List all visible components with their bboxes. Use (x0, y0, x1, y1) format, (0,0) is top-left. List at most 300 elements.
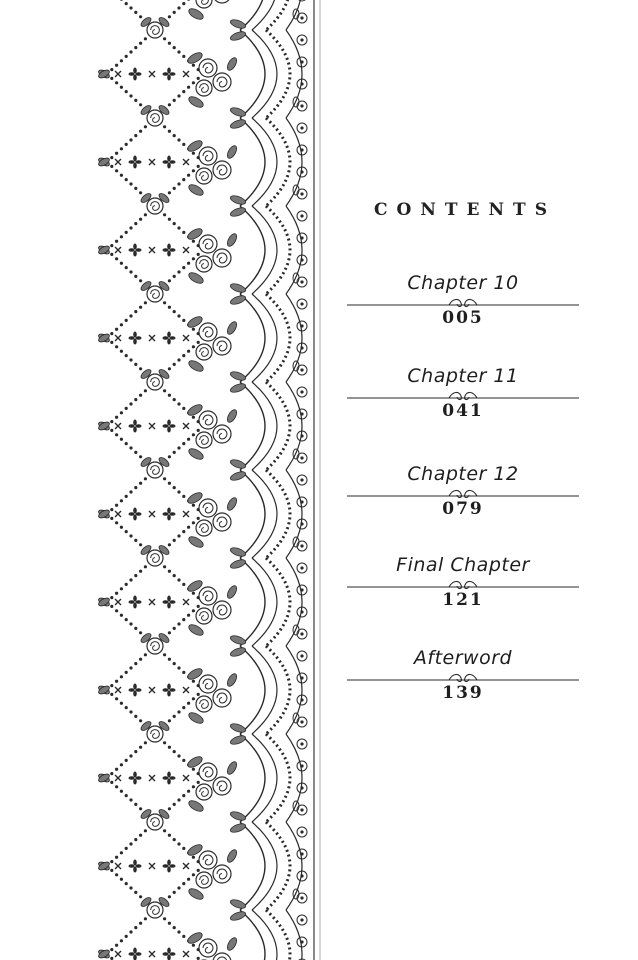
lace-dot (173, 715, 176, 718)
lace-dot (182, 882, 185, 885)
toc-entry-page-number: 079 (442, 499, 484, 519)
petal-icon (163, 72, 169, 76)
lace-dot (168, 191, 171, 194)
petal-icon (136, 160, 142, 164)
lace-dot (182, 178, 185, 181)
lace-dot (300, 16, 303, 19)
petal-icon (129, 776, 135, 780)
scallop-arc (286, 646, 302, 734)
lace-dot (115, 504, 118, 507)
lace-dot (120, 262, 123, 265)
lace-dot (192, 609, 195, 612)
petal-icon (163, 864, 169, 868)
cross-stitch-icon (183, 775, 189, 781)
lace-dot (110, 693, 113, 696)
lace-dot (300, 896, 303, 899)
lace-dot (163, 213, 166, 216)
lace-dot (177, 666, 180, 669)
petal-icon (167, 955, 171, 960)
lace-dot (134, 891, 137, 894)
leaf-icon (225, 760, 238, 776)
scallop-arc (286, 470, 302, 558)
petal-icon (170, 600, 176, 604)
cross-stitch-icon (149, 775, 155, 781)
toc-entry-page-number: 041 (442, 401, 484, 421)
lace-dot (192, 328, 195, 331)
lace-dot (168, 631, 171, 634)
lace-dot (177, 710, 180, 713)
lace-dot (139, 42, 142, 45)
lace-dot (177, 622, 180, 625)
lace-dot (134, 803, 137, 806)
contents-heading: CONTENTS (374, 200, 556, 220)
lace-dot (192, 785, 195, 788)
lace-dot (177, 50, 180, 53)
petal-icon (167, 772, 171, 778)
lace-dot (115, 944, 118, 947)
petal-icon (170, 512, 176, 516)
petal-icon (129, 248, 135, 252)
scallop-beads (266, 294, 290, 382)
petal-icon (129, 952, 135, 956)
scallop-arc (286, 118, 302, 206)
lace-dot (120, 323, 123, 326)
lace-dot (168, 103, 171, 106)
petal-icon (167, 68, 171, 74)
petal-icon (170, 952, 176, 956)
lace-dot (120, 790, 123, 793)
lace-dot (125, 759, 128, 762)
lace-dot (173, 486, 176, 489)
cross-stitch-icon (183, 511, 189, 517)
lace-dot (300, 170, 303, 173)
petal-icon (167, 596, 171, 602)
leaf-icon (229, 470, 246, 482)
lace-dot (182, 266, 185, 269)
lace-dot (134, 750, 137, 753)
lace-dot (300, 390, 303, 393)
lace-dot (120, 499, 123, 502)
scallop-arc (240, 910, 265, 960)
lace-dot (115, 697, 118, 700)
scallop-arc (286, 294, 302, 382)
petal-icon (136, 424, 142, 428)
lace-dot (300, 302, 303, 305)
lace-dot (187, 878, 190, 881)
cross-stitch-icon (183, 599, 189, 605)
leaf-icon (229, 546, 246, 558)
cross-stitch-icon (183, 863, 189, 869)
lace-dot (134, 275, 137, 278)
lace-dot (173, 838, 176, 841)
scallop-arc (240, 382, 265, 470)
lace-dot (125, 618, 128, 621)
lace-dot (115, 81, 118, 84)
lace-dot (125, 178, 128, 181)
leaf-icon (225, 584, 238, 600)
lace-dot (300, 236, 303, 239)
lace-dot (120, 763, 123, 766)
petal-icon (129, 160, 135, 164)
scallop-arc (240, 30, 265, 118)
lace-dot (120, 587, 123, 590)
petal-icon (129, 336, 135, 340)
lace-dot (187, 614, 190, 617)
petal-icon (133, 339, 137, 345)
cross-stitch-icon (115, 775, 121, 781)
leaf-icon (229, 194, 246, 206)
lace-dot (115, 169, 118, 172)
lace-dot (197, 165, 200, 168)
lace-dot (192, 856, 195, 859)
lace-dot (177, 886, 180, 889)
lace-dot (187, 438, 190, 441)
lace-dot (144, 37, 147, 40)
lace-dot (168, 279, 171, 282)
lace-dot (187, 350, 190, 353)
scallop-arc (240, 294, 265, 382)
rose-icon (147, 286, 163, 302)
lace-dot (129, 314, 132, 317)
lace-pattern (97, 0, 320, 960)
cross-stitch-icon (149, 335, 155, 341)
petal-icon (129, 512, 135, 516)
toc-entry-chapter-10 (345, 272, 581, 342)
leaf-icon (225, 144, 238, 160)
petal-icon (167, 156, 171, 162)
petal-icon (170, 776, 176, 780)
lace-dot (144, 653, 147, 656)
lace-dot (129, 578, 132, 581)
petal-icon (133, 596, 137, 602)
scallop-arc (240, 206, 265, 294)
lace-dot (110, 781, 113, 784)
lace-dot (110, 429, 113, 432)
lace-dot (129, 886, 132, 889)
lace-dot (187, 790, 190, 793)
lace-dot (300, 764, 303, 767)
lace-dot (134, 574, 137, 577)
lace-dot (300, 544, 303, 547)
lace-dot (168, 895, 171, 898)
lace-dot (129, 798, 132, 801)
cross-stitch-icon (115, 159, 121, 165)
petal-icon (133, 75, 137, 81)
leaf-icon (229, 282, 246, 294)
lace-dot (120, 0, 123, 1)
lace-dot (192, 416, 195, 419)
petal-icon (133, 603, 137, 609)
lace-dot (168, 807, 171, 810)
lace-dot (192, 944, 195, 947)
rose-icon (213, 953, 231, 960)
petal-icon (133, 420, 137, 426)
lace-dot (300, 610, 303, 613)
lace-dot (177, 314, 180, 317)
scallop-arc (240, 470, 265, 558)
lace-dot (129, 534, 132, 537)
lace-dot (163, 829, 166, 832)
toc-entry-title: Afterword (413, 647, 513, 669)
lace-dot (187, 262, 190, 265)
lace-dot (129, 182, 132, 185)
cross-stitch-icon (115, 951, 121, 957)
lace-dot (129, 94, 132, 97)
lace-dot (192, 768, 195, 771)
lace-dot (300, 500, 303, 503)
lace-dot (115, 768, 118, 771)
scallop-arc (286, 558, 302, 646)
scallop-arc (286, 30, 302, 118)
lace-dot (300, 280, 303, 283)
lace-dot (168, 719, 171, 722)
lace-dot (125, 90, 128, 93)
petal-icon (136, 336, 142, 340)
scallop-beads (266, 734, 290, 822)
lace-dot (177, 138, 180, 141)
lace-dot (187, 526, 190, 529)
petal-icon (133, 867, 137, 873)
lace-dot (300, 258, 303, 261)
lace-dot (177, 930, 180, 933)
lace-dot (300, 346, 303, 349)
lace-dot (120, 675, 123, 678)
lace-dot (192, 152, 195, 155)
rose-icon (213, 865, 231, 883)
lace-dot (197, 77, 200, 80)
lace-dot (110, 605, 113, 608)
lace-dot (139, 895, 142, 898)
petal-icon (167, 251, 171, 257)
lace-dot (197, 605, 200, 608)
lace-dot (300, 742, 303, 745)
lace-dot (120, 59, 123, 62)
lace-dot (192, 81, 195, 84)
lace-dot (177, 490, 180, 493)
leaf-icon (187, 7, 205, 22)
petal-icon (163, 600, 169, 604)
cross-stitch-icon (149, 511, 155, 517)
lace-dot (110, 869, 113, 872)
lace-dot (182, 935, 185, 938)
lace-dot (120, 86, 123, 89)
lace-dot (139, 367, 142, 370)
lace-dot (120, 147, 123, 150)
lace-dot (110, 860, 113, 863)
cross-stitch-icon (115, 687, 121, 693)
lace-dot (197, 869, 200, 872)
lace-dot (182, 2, 185, 5)
lace-dot (129, 930, 132, 933)
scallop-beads (266, 910, 290, 960)
petal-icon (133, 772, 137, 778)
lace-dot (129, 446, 132, 449)
lace-dot (300, 566, 303, 569)
lace-dot (115, 152, 118, 155)
lace-dot (173, 46, 176, 49)
lace-dot (129, 6, 132, 9)
lace-dot (197, 429, 200, 432)
lace-dot (168, 922, 171, 925)
rose-icon (147, 462, 163, 478)
lace-dot (129, 666, 132, 669)
lace-dot (300, 434, 303, 437)
scallop-arc (240, 822, 265, 910)
lace-dot (134, 926, 137, 929)
lace-dot (139, 922, 142, 925)
lace-dot (110, 332, 113, 335)
lace-dot (168, 42, 171, 45)
leaf-icon (229, 646, 246, 658)
lace-dot (187, 0, 190, 1)
lace-dot (300, 126, 303, 129)
cross-stitch-icon (183, 687, 189, 693)
scallop-beads (266, 118, 290, 206)
lace-dot (300, 522, 303, 525)
lace-dot (300, 918, 303, 921)
petal-icon (167, 244, 171, 250)
lace-dot (144, 125, 147, 128)
leaf-icon (187, 535, 205, 550)
lace-dot (163, 565, 166, 568)
rose-icon (196, 432, 212, 448)
lace-dot (177, 446, 180, 449)
cross-stitch-icon (149, 71, 155, 77)
lace-dot (177, 534, 180, 537)
lace-dot (134, 451, 137, 454)
petal-icon (136, 600, 142, 604)
lace-dot (125, 706, 128, 709)
leaf-icon (229, 118, 246, 130)
leaf-icon (225, 320, 238, 336)
cross-stitch-icon (115, 335, 121, 341)
lace-dot (139, 807, 142, 810)
lace-dot (120, 614, 123, 617)
petal-icon (167, 948, 171, 954)
toc-entry-title: Chapter 11 (407, 365, 519, 387)
lace-dot (125, 354, 128, 357)
lace-dot (129, 842, 132, 845)
lace-dot (139, 15, 142, 18)
leaf-icon (225, 848, 238, 864)
lace-dot (192, 64, 195, 67)
lace-dot (182, 354, 185, 357)
petal-icon (133, 332, 137, 338)
lace-dot (139, 543, 142, 546)
rose-icon (199, 675, 217, 693)
lace-dot (120, 438, 123, 441)
lace-dot (168, 746, 171, 749)
lace-dot (300, 456, 303, 459)
lace-dot (110, 684, 113, 687)
lace-dot (300, 214, 303, 217)
scallop-arc (240, 118, 265, 206)
leaf-icon (187, 271, 205, 286)
lace-dot (173, 750, 176, 753)
lace-dot (125, 530, 128, 533)
lace-dot (168, 218, 171, 221)
rose-icon (213, 425, 231, 443)
lace-dot (139, 746, 142, 749)
petal-icon (133, 427, 137, 433)
scallop-beads (266, 30, 290, 118)
lace-dot (163, 653, 166, 656)
lace-dot (168, 394, 171, 397)
scallop-arc (240, 734, 265, 822)
lace-dot (120, 350, 123, 353)
lace-dot (182, 407, 185, 410)
lace-dot (125, 671, 128, 674)
lace-dot (110, 156, 113, 159)
lace-dot (115, 345, 118, 348)
leaf-icon (225, 672, 238, 688)
lace-dot (192, 521, 195, 524)
scallop-arc (240, 558, 265, 646)
leaf-icon (187, 447, 205, 462)
lace-dot (115, 609, 118, 612)
leaf-icon (225, 56, 238, 72)
lace-dot (134, 398, 137, 401)
lace-dot (134, 627, 137, 630)
lace-dot (115, 328, 118, 331)
lace-dot (110, 253, 113, 256)
scallop-arc (286, 0, 302, 30)
lace-dot (144, 213, 147, 216)
lace-dot (192, 873, 195, 876)
lace-dot (125, 495, 128, 498)
petal-icon (133, 955, 137, 960)
lace-dot (300, 104, 303, 107)
lace-dot (134, 46, 137, 49)
lace-dot (182, 231, 185, 234)
cross-stitch-icon (115, 423, 121, 429)
lace-dot (110, 77, 113, 80)
lace-dot (139, 130, 142, 133)
lace-dot (187, 174, 190, 177)
lace-dot (125, 442, 128, 445)
lace-dot (115, 521, 118, 524)
lace-dot (139, 658, 142, 661)
petal-icon (133, 860, 137, 866)
lace-dot (192, 345, 195, 348)
lace-dot (173, 134, 176, 137)
petal-icon (170, 688, 176, 692)
lace-dot (182, 495, 185, 498)
lace-dot (125, 55, 128, 58)
petal-icon (163, 952, 169, 956)
lace-dot (134, 486, 137, 489)
lace-dot (139, 103, 142, 106)
lace-dot (187, 86, 190, 89)
lace-dot (197, 253, 200, 256)
petal-icon (133, 779, 137, 785)
lace-dot (168, 658, 171, 661)
lace-dot (139, 631, 142, 634)
lace-dot (300, 830, 303, 833)
leaf-icon (229, 382, 246, 394)
lace-dot (173, 99, 176, 102)
petal-icon (133, 251, 137, 257)
lace-dot (144, 389, 147, 392)
lace-dot (168, 543, 171, 546)
petal-icon (136, 864, 142, 868)
lace-dot (300, 720, 303, 723)
petal-icon (133, 508, 137, 514)
lace-dot (115, 416, 118, 419)
lace-dot (173, 891, 176, 894)
lace-dot (115, 785, 118, 788)
lace-dot (168, 455, 171, 458)
